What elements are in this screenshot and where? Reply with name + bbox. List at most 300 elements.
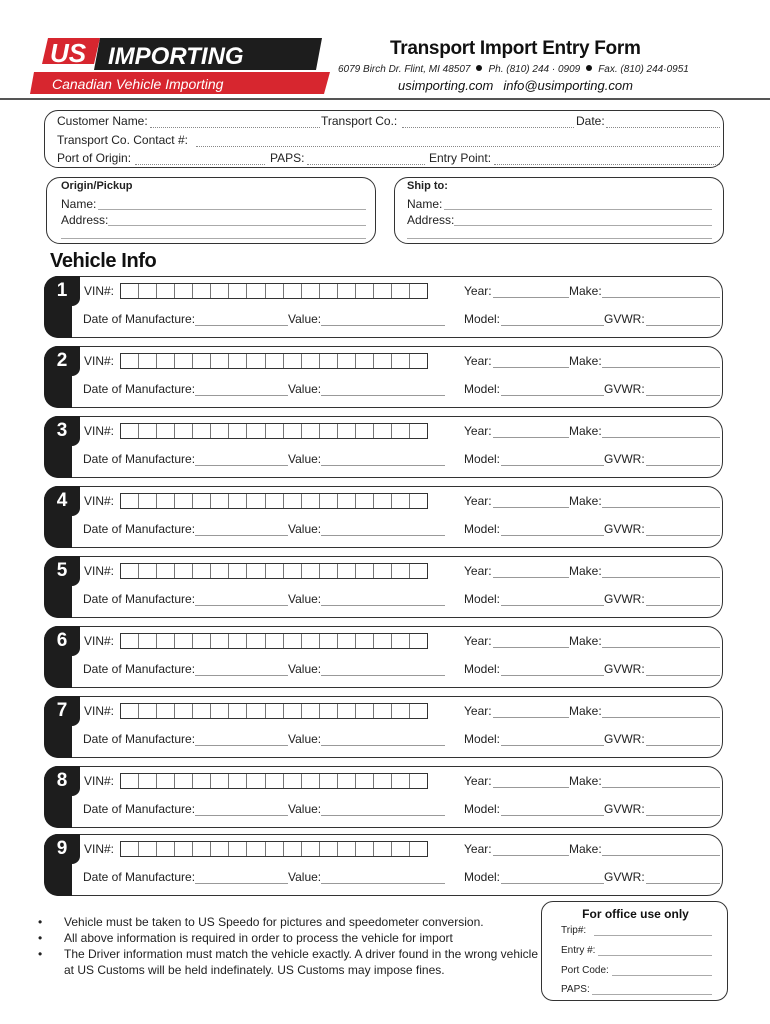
vin-char-cell[interactable] (356, 704, 374, 718)
value-label: Value: (288, 870, 322, 884)
vin-char-cell[interactable] (392, 704, 410, 718)
vin-char-cell[interactable] (302, 284, 320, 298)
gvwr-label: GVWR: (604, 522, 645, 536)
model-field[interactable] (501, 605, 604, 606)
model-field[interactable] (501, 815, 604, 816)
vin-char-cell[interactable] (302, 704, 320, 718)
vehicle-block (44, 834, 723, 896)
vin-char-cell[interactable] (356, 774, 374, 788)
model-label: Model: (464, 382, 501, 396)
vin-input[interactable] (120, 703, 428, 719)
vin-char-cell[interactable] (338, 774, 356, 788)
vin-char-cell[interactable] (302, 634, 320, 648)
vin-char-cell[interactable] (266, 774, 284, 788)
date-of-manufacture-field[interactable] (195, 815, 288, 816)
vin-char-cell[interactable] (121, 424, 139, 438)
vin-char-cell[interactable] (175, 704, 193, 718)
value-field[interactable] (321, 325, 445, 326)
vin-char-cell[interactable] (193, 424, 211, 438)
make-field[interactable] (602, 507, 720, 508)
vin-char-cell[interactable] (410, 284, 427, 298)
vin-char-cell[interactable] (121, 634, 139, 648)
vin-char-cell[interactable] (302, 774, 320, 788)
vin-input[interactable] (120, 773, 428, 789)
ship-name-field[interactable] (444, 209, 712, 210)
vin-char-cell[interactable] (193, 704, 211, 718)
vin-char-cell[interactable] (266, 704, 284, 718)
vin-char-cell[interactable] (410, 564, 427, 578)
origin-address-field[interactable] (108, 225, 366, 226)
origin-name-field[interactable] (98, 209, 366, 210)
vin-char-cell[interactable] (229, 354, 247, 368)
gvwr-field[interactable] (646, 605, 720, 606)
vin-char-cell[interactable] (302, 354, 320, 368)
date-of-manufacture-field[interactable] (195, 883, 288, 884)
value-field[interactable] (321, 465, 445, 466)
date-of-manufacture-field[interactable] (195, 535, 288, 536)
vin-char-cell[interactable] (356, 842, 374, 856)
vin-char-cell[interactable] (320, 354, 338, 368)
vin-char-cell[interactable] (320, 494, 338, 508)
make-label: Make: (569, 842, 602, 856)
vin-char-cell[interactable] (374, 704, 392, 718)
port-of-origin-field[interactable] (135, 164, 265, 165)
year-field[interactable] (493, 507, 569, 508)
make-label: Make: (569, 774, 602, 788)
date-of-manufacture-field[interactable] (195, 675, 288, 676)
vin-char-cell[interactable] (247, 284, 265, 298)
transport-contact-label: Transport Co. Contact #: (57, 133, 188, 147)
vin-char-cell[interactable] (392, 284, 410, 298)
vin-char-cell[interactable] (193, 634, 211, 648)
vin-char-cell[interactable] (266, 842, 284, 856)
vin-char-cell[interactable] (338, 704, 356, 718)
vin-char-cell[interactable] (284, 704, 302, 718)
vehicle-block (44, 696, 723, 758)
vin-char-cell[interactable] (410, 634, 427, 648)
ship-address-field-2[interactable] (407, 238, 712, 239)
bullet-icon (586, 65, 592, 71)
date-of-manufacture-field[interactable] (195, 465, 288, 466)
vehicle-number: 7 (56, 700, 68, 721)
transport-contact-field[interactable] (196, 146, 720, 147)
vin-char-cell[interactable] (211, 704, 229, 718)
vin-char-cell[interactable] (392, 564, 410, 578)
vin-char-cell[interactable] (121, 354, 139, 368)
vin-char-cell[interactable] (410, 354, 427, 368)
vin-char-cell[interactable] (266, 494, 284, 508)
year-label: Year: (464, 634, 492, 648)
trip-field[interactable] (594, 935, 712, 936)
vin-char-cell[interactable] (320, 284, 338, 298)
vin-char-cell[interactable] (211, 634, 229, 648)
logo-tagline-text: Canadian Vehicle Importing (52, 76, 224, 92)
bullet-icon (476, 65, 482, 71)
vin-char-cell[interactable] (392, 424, 410, 438)
vin-char-cell[interactable] (247, 634, 265, 648)
year-field[interactable] (493, 367, 569, 368)
value-field[interactable] (321, 815, 445, 816)
vin-char-cell[interactable] (211, 284, 229, 298)
vin-char-cell[interactable] (266, 564, 284, 578)
value-label: Value: (288, 522, 322, 536)
vin-char-cell[interactable] (139, 704, 157, 718)
year-field[interactable] (493, 297, 569, 298)
customer-name-label: Customer Name: (57, 114, 148, 128)
vin-char-cell[interactable] (157, 842, 175, 856)
year-label: Year: (464, 424, 492, 438)
value-field[interactable] (321, 745, 445, 746)
vin-char-cell[interactable] (266, 424, 284, 438)
make-field[interactable] (602, 647, 720, 648)
vin-char-cell[interactable] (175, 354, 193, 368)
vin-label: VIN#: (84, 704, 115, 718)
value-field[interactable] (321, 535, 445, 536)
vin-char-cell[interactable] (247, 564, 265, 578)
model-field[interactable] (501, 535, 604, 536)
vin-char-cell[interactable] (175, 774, 193, 788)
vin-char-cell[interactable] (356, 564, 374, 578)
vin-char-cell[interactable] (193, 494, 211, 508)
year-field[interactable] (493, 855, 569, 856)
date-field[interactable] (606, 127, 720, 128)
vin-char-cell[interactable] (229, 284, 247, 298)
model-label: Model: (464, 522, 501, 536)
entry-point-label: Entry Point: (429, 151, 492, 165)
vin-char-cell[interactable] (229, 774, 247, 788)
vin-char-cell[interactable] (211, 842, 229, 856)
value-field[interactable] (321, 675, 445, 676)
website-link[interactable]: usimporting.com (398, 78, 494, 93)
vin-input[interactable] (120, 353, 428, 369)
value-field[interactable] (321, 883, 445, 884)
date-of-manufacture-field[interactable] (195, 605, 288, 606)
vin-char-cell[interactable] (157, 774, 175, 788)
vin-char-cell[interactable] (374, 774, 392, 788)
make-label: Make: (569, 564, 602, 578)
vin-char-cell[interactable] (338, 634, 356, 648)
vin-char-cell[interactable] (157, 704, 175, 718)
vin-char-cell[interactable] (392, 354, 410, 368)
vin-char-cell[interactable] (320, 634, 338, 648)
value-label: Value: (288, 802, 322, 816)
vin-char-cell[interactable] (139, 774, 157, 788)
vin-char-cell[interactable] (211, 774, 229, 788)
note-item: • Vehicle must be taken to US Speedo for pictures and speedometer conversion. (38, 914, 538, 930)
date-of-manufacture-field[interactable] (195, 395, 288, 396)
vin-input[interactable] (120, 563, 428, 579)
model-field[interactable] (501, 395, 604, 396)
vin-input[interactable] (120, 423, 428, 439)
vin-char-cell[interactable] (247, 842, 265, 856)
gvwr-field[interactable] (646, 395, 720, 396)
vin-char-cell[interactable] (175, 284, 193, 298)
make-field[interactable] (602, 437, 720, 438)
vin-char-cell[interactable] (193, 842, 211, 856)
vin-char-cell[interactable] (320, 564, 338, 578)
vin-char-cell[interactable] (139, 842, 157, 856)
vin-label: VIN#: (84, 634, 115, 648)
vin-char-cell[interactable] (392, 774, 410, 788)
vin-char-cell[interactable] (229, 424, 247, 438)
vin-char-cell[interactable] (338, 424, 356, 438)
vehicle-info-heading: Vehicle Info (50, 250, 157, 272)
vin-char-cell[interactable] (338, 284, 356, 298)
vin-char-cell[interactable] (139, 284, 157, 298)
year-label: Year: (464, 494, 492, 508)
vin-char-cell[interactable] (302, 842, 320, 856)
vin-char-cell[interactable] (157, 564, 175, 578)
form-title: Transport Import Entry Form (390, 38, 641, 59)
gvwr-field[interactable] (646, 675, 720, 676)
gvwr-field[interactable] (646, 815, 720, 816)
vin-char-cell[interactable] (284, 564, 302, 578)
entry-point-field[interactable] (494, 164, 720, 165)
vin-char-cell[interactable] (410, 494, 427, 508)
vin-char-cell[interactable] (121, 842, 139, 856)
vin-char-cell[interactable] (247, 354, 265, 368)
vin-char-cell[interactable] (374, 424, 392, 438)
vin-char-cell[interactable] (338, 494, 356, 508)
vin-char-cell[interactable] (175, 842, 193, 856)
gvwr-field[interactable] (646, 465, 720, 466)
year-field[interactable] (493, 647, 569, 648)
vin-char-cell[interactable] (175, 424, 193, 438)
vin-char-cell[interactable] (284, 494, 302, 508)
vin-char-cell[interactable] (284, 424, 302, 438)
model-label: Model: (464, 662, 501, 676)
year-field[interactable] (493, 787, 569, 788)
model-field[interactable] (501, 883, 604, 884)
vin-char-cell[interactable] (356, 424, 374, 438)
vin-char-cell[interactable] (229, 704, 247, 718)
paps-field[interactable] (307, 164, 425, 165)
vin-char-cell[interactable] (211, 424, 229, 438)
vin-char-cell[interactable] (139, 424, 157, 438)
vin-char-cell[interactable] (338, 564, 356, 578)
logo-us-text: US (50, 38, 87, 68)
vin-char-cell[interactable] (374, 494, 392, 508)
vin-label: VIN#: (84, 774, 115, 788)
gvwr-field[interactable] (646, 325, 720, 326)
vehicle-number: 8 (56, 770, 68, 791)
paps-label: PAPS: (270, 151, 305, 165)
value-label: Value: (288, 592, 322, 606)
year-field[interactable] (493, 437, 569, 438)
vin-char-cell[interactable] (410, 774, 427, 788)
entry-field[interactable] (598, 955, 712, 956)
gvwr-field[interactable] (646, 535, 720, 536)
vin-char-cell[interactable] (320, 842, 338, 856)
vin-char-cell[interactable] (229, 494, 247, 508)
port-code-field[interactable] (612, 975, 712, 976)
logo-importing-text: IMPORTING (108, 43, 244, 70)
vin-char-cell[interactable] (247, 774, 265, 788)
model-field[interactable] (501, 465, 604, 466)
value-label: Value: (288, 382, 322, 396)
vin-char-cell[interactable] (175, 494, 193, 508)
date-of-manufacture-label: Date of Manufacture: (83, 382, 196, 396)
vehicle-block (44, 276, 723, 338)
vin-char-cell[interactable] (175, 564, 193, 578)
value-label: Value: (288, 732, 322, 746)
vin-char-cell[interactable] (284, 284, 302, 298)
year-field[interactable] (493, 577, 569, 578)
origin-address-field-2[interactable] (61, 238, 366, 239)
vin-char-cell[interactable] (175, 634, 193, 648)
vin-char-cell[interactable] (211, 494, 229, 508)
vin-label: VIN#: (84, 424, 115, 438)
make-field[interactable] (602, 297, 720, 298)
vin-char-cell[interactable] (392, 494, 410, 508)
make-field[interactable] (602, 367, 720, 368)
vin-char-cell[interactable] (356, 494, 374, 508)
vin-char-cell[interactable] (247, 704, 265, 718)
vin-char-cell[interactable] (157, 424, 175, 438)
vin-input[interactable] (120, 841, 428, 857)
vin-input[interactable] (120, 633, 428, 649)
vehicle-number: 9 (56, 838, 68, 859)
email-link[interactable]: info@usimporting.com (503, 78, 633, 93)
vin-char-cell[interactable] (247, 424, 265, 438)
vin-char-cell[interactable] (392, 634, 410, 648)
vin-char-cell[interactable] (410, 424, 427, 438)
fax-text: Fax. (810) 244·0951 (598, 64, 689, 75)
gvwr-label: GVWR: (604, 452, 645, 466)
note-item: • All above information is required in order to process the vehicle for import (38, 930, 538, 946)
vin-char-cell[interactable] (229, 634, 247, 648)
vin-char-cell[interactable] (374, 284, 392, 298)
vin-char-cell[interactable] (338, 842, 356, 856)
vin-char-cell[interactable] (302, 424, 320, 438)
make-field[interactable] (602, 787, 720, 788)
vin-char-cell[interactable] (139, 634, 157, 648)
origin-name-label: Name: (61, 197, 97, 211)
vin-char-cell[interactable] (320, 774, 338, 788)
date-of-manufacture-label: Date of Manufacture: (83, 662, 196, 676)
model-field[interactable] (501, 745, 604, 746)
vin-char-cell[interactable] (229, 842, 247, 856)
vehicle-block (44, 766, 723, 828)
vin-char-cell[interactable] (139, 494, 157, 508)
vin-char-cell[interactable] (266, 284, 284, 298)
vin-char-cell[interactable] (392, 842, 410, 856)
vin-char-cell[interactable] (302, 494, 320, 508)
vin-char-cell[interactable] (121, 564, 139, 578)
vin-char-cell[interactable] (374, 564, 392, 578)
model-label: Model: (464, 592, 501, 606)
vin-char-cell[interactable] (356, 354, 374, 368)
vin-char-cell[interactable] (121, 494, 139, 508)
vin-char-cell[interactable] (410, 704, 427, 718)
make-label: Make: (569, 634, 602, 648)
make-field[interactable] (602, 717, 720, 718)
vehicle-number: 4 (56, 490, 68, 511)
vin-char-cell[interactable] (139, 354, 157, 368)
vin-char-cell[interactable] (302, 564, 320, 578)
vin-input[interactable] (120, 493, 428, 509)
vin-char-cell[interactable] (121, 704, 139, 718)
vin-char-cell[interactable] (157, 494, 175, 508)
vin-char-cell[interactable] (374, 634, 392, 648)
vin-char-cell[interactable] (157, 354, 175, 368)
ship-heading: Ship to: (407, 180, 448, 192)
vin-char-cell[interactable] (211, 564, 229, 578)
vehicle-number: 3 (56, 420, 68, 441)
vin-char-cell[interactable] (121, 284, 139, 298)
vin-char-cell[interactable] (157, 634, 175, 648)
vin-char-cell[interactable] (121, 774, 139, 788)
origin-heading: Origin/Pickup (61, 180, 133, 192)
date-of-manufacture-field[interactable] (195, 325, 288, 326)
gvwr-field[interactable] (646, 883, 720, 884)
vin-char-cell[interactable] (284, 842, 302, 856)
vin-char-cell[interactable] (247, 494, 265, 508)
value-label: Value: (288, 452, 322, 466)
date-of-manufacture-field[interactable] (195, 745, 288, 746)
vin-char-cell[interactable] (229, 564, 247, 578)
gvwr-field[interactable] (646, 745, 720, 746)
make-field[interactable] (602, 577, 720, 578)
vin-char-cell[interactable] (410, 842, 427, 856)
vin-char-cell[interactable] (193, 564, 211, 578)
us-importing-logo (30, 34, 330, 98)
vin-char-cell[interactable] (374, 842, 392, 856)
vin-char-cell[interactable] (284, 634, 302, 648)
vin-char-cell[interactable] (193, 774, 211, 788)
year-label: Year: (464, 774, 492, 788)
vin-char-cell[interactable] (193, 284, 211, 298)
vin-char-cell[interactable] (356, 284, 374, 298)
year-field[interactable] (493, 717, 569, 718)
vin-label: VIN#: (84, 494, 115, 508)
port-code-label: Port Code: (561, 965, 609, 976)
vin-char-cell[interactable] (356, 634, 374, 648)
vin-char-cell[interactable] (320, 704, 338, 718)
vehicle-block (44, 416, 723, 478)
vin-char-cell[interactable] (284, 354, 302, 368)
make-field[interactable] (602, 855, 720, 856)
vin-char-cell[interactable] (266, 354, 284, 368)
customer-name-field[interactable] (150, 127, 320, 128)
vehicle-block (44, 556, 723, 618)
vin-char-cell[interactable] (157, 284, 175, 298)
make-label: Make: (569, 494, 602, 508)
year-label: Year: (464, 704, 492, 718)
vin-char-cell[interactable] (266, 634, 284, 648)
model-field[interactable] (501, 675, 604, 676)
office-paps-field[interactable] (592, 994, 712, 995)
ship-address-field[interactable] (454, 225, 712, 226)
office-title: For office use only (582, 907, 689, 921)
vin-char-cell[interactable] (139, 564, 157, 578)
vin-input[interactable] (120, 283, 428, 299)
vin-label: VIN#: (84, 564, 115, 578)
vin-char-cell[interactable] (211, 354, 229, 368)
vehicle-block (44, 486, 723, 548)
vin-char-cell[interactable] (338, 354, 356, 368)
value-field[interactable] (321, 395, 445, 396)
transport-co-field[interactable] (402, 127, 574, 128)
vin-char-cell[interactable] (193, 354, 211, 368)
note-item: • The Driver information must match the vehicle exactly. A driver found in the wrong vehicle at US Customs will be held indefinately. US Customs may impose fines. (38, 946, 538, 978)
vin-char-cell[interactable] (374, 354, 392, 368)
port-of-origin-label: Port of Origin: (57, 151, 132, 165)
vin-char-cell[interactable] (320, 424, 338, 438)
model-field[interactable] (501, 325, 604, 326)
vin-char-cell[interactable] (284, 774, 302, 788)
value-field[interactable] (321, 605, 445, 606)
